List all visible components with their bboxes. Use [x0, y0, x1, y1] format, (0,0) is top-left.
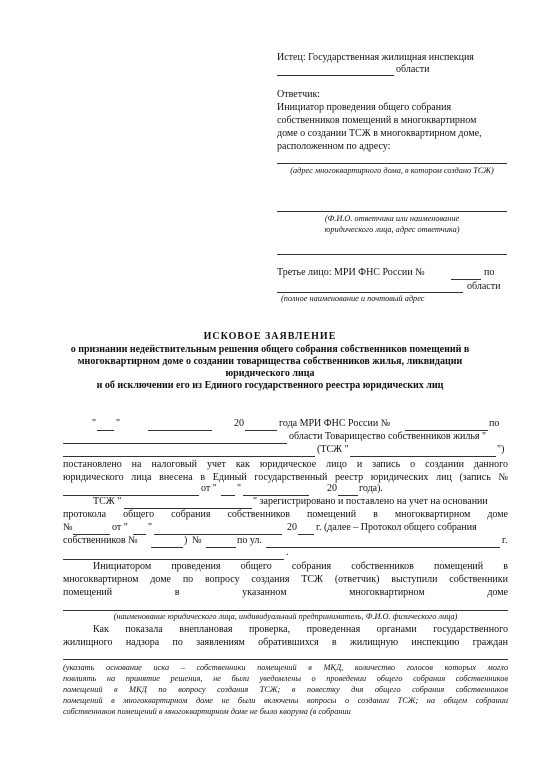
p1-tszh-short-blank	[350, 456, 496, 457]
p1-tszh-name-blank	[63, 456, 315, 457]
third-party-label: Третье лицо: МРИ ФНС России №	[277, 267, 425, 278]
p1-oblasti-tszh: области Товарищество собственников жилья "	[289, 431, 487, 442]
p3-initiator-blank	[63, 610, 508, 611]
title-line-3: юридического лица	[225, 368, 315, 379]
p1-month-blank	[148, 430, 212, 431]
defendant-line-1: Инициатор проведения общего собрания	[277, 102, 452, 113]
p2-protocol-year-blank	[298, 534, 314, 535]
defendant-label: Ответчик:	[277, 89, 321, 100]
p1-record-day-blank	[221, 495, 235, 496]
p2-dalee: г. (далее – Протокол общего собрания	[316, 522, 477, 533]
p1-record-20: 20	[327, 483, 337, 494]
p2-house-number-blank	[206, 547, 236, 548]
p2-quote: "	[148, 522, 153, 533]
p2-registered: " зарегистрировано и поставлено на учет на основании	[253, 496, 488, 507]
p2-20: 20	[287, 522, 297, 533]
plaintiff-line: Истец: Государственная жилищная инспекция	[277, 52, 474, 63]
p3-line-3: помещений в указанном многоквартирном доме	[63, 587, 508, 598]
address-blank	[277, 163, 507, 164]
p2-street-blank	[266, 547, 500, 548]
fio-blank-2	[277, 254, 507, 255]
p5-line-3: помещений в МКД по вопросу создания ТСЖ; в повестку дня общего собрания собственников	[63, 685, 508, 694]
plaintiff-oblast: области	[396, 64, 430, 75]
p2-line-2: протокола общего собрания собственников помещений в многоквартирном доме	[63, 509, 508, 520]
p1-ot: от "	[201, 483, 217, 494]
p5-line-4: помещений в многоквартирном доме не были включены вопросы о создании ТСЖ; на общем собрании	[63, 696, 508, 705]
p4-line-2: жилищного надзора по заявлениям обратившихся в жилищную инспекцию граждан	[63, 637, 508, 648]
p5-line-2: повлиять на принятие решения, не были уведомлены о проведении общего собрания собственников	[63, 674, 508, 683]
p2-ot: от "	[112, 522, 128, 533]
p1-quote: "	[237, 483, 242, 494]
fio-hint-2: юридического лица, адрес ответчика)	[324, 225, 460, 234]
p1-year-20: 20	[234, 418, 244, 429]
defendant-line-4: расположенном по адресу:	[277, 141, 391, 152]
p1-quote-open: "	[92, 418, 97, 429]
p1-region-blank	[63, 443, 287, 444]
p2-paren: )	[184, 535, 188, 546]
p1-year-blank	[245, 430, 277, 431]
third-party-oblast: области	[467, 281, 501, 292]
third-party-po: по	[484, 267, 495, 278]
title-line-4: и об исключении его из Единого государственного реестра юридических лиц	[96, 380, 444, 391]
p1-day-blank	[97, 430, 114, 431]
p1-tszh-open: (ТСЖ "	[317, 444, 349, 455]
p2-sobstvennikov: собственников №	[63, 535, 138, 546]
p2-g: г.	[502, 535, 508, 546]
mri-number-blank	[451, 279, 481, 280]
p1-quote-close: "	[116, 418, 121, 429]
title-line-1: о признании недействительным решения общего собрания собственников помещений в	[70, 344, 470, 355]
p1-line-5: юридического лица внесена в Единый государственный реестр юридических лиц (запись №	[63, 472, 508, 483]
fio-hint-1: (Ф.И.О. ответчика или наименование	[324, 214, 460, 223]
fio-blank	[277, 211, 507, 212]
p2-po-ul: по ул.	[237, 535, 262, 546]
p1-tszh-close: ")	[497, 444, 505, 455]
p1-line-4: постановлено на налоговый учет как юридическое лицо и запись о создании данного	[63, 459, 508, 470]
third-region-blank	[277, 292, 463, 293]
p2-tszh-open: ТСЖ "	[93, 496, 122, 507]
third-party-hint: (полное наименование и почтовый адрес	[281, 294, 425, 303]
p5-line-5: собственников помещений в многоквартирном доме не было кворума (в собрании	[63, 707, 351, 716]
region-blank	[277, 75, 394, 76]
defendant-line-2: собственников помещений в многоквартирном	[277, 115, 477, 126]
p4-citizens-blank	[63, 659, 508, 660]
p1-po: по	[489, 418, 500, 429]
p3-line-1: Инициатором проведения общего собрания собственников помещений в	[93, 561, 508, 572]
title-line-2: многоквартирном доме о создании товарищества собственников жилья, ликвидации	[77, 356, 463, 367]
p4-line-1: Как показала внеплановая проверка, проведенная органами государственного	[93, 624, 508, 635]
p5-line-1: (указать основание иска – собственники помещений в МКД, количество голосов которых могло	[63, 663, 508, 672]
p2-no2: №	[192, 535, 202, 546]
p1-record-number-blank	[63, 495, 199, 496]
p3-hint: (наименование юридического лица, индивидуальный предприниматель, Ф.И.О. физического лица)	[113, 612, 458, 621]
p3-line-2: многоквартирном доме по вопросу создания ТСЖ (ответчик) выступили собственники	[63, 574, 508, 585]
document-title: ИСКОВОЕ ЗАЯВЛЕНИЕ	[203, 331, 337, 342]
p2-city-blank	[63, 559, 284, 560]
p1-goda-mri: года МРИ ФНС России №	[279, 418, 391, 429]
p2-protocol-month-blank	[154, 534, 282, 535]
defendant-line-3: доме о создании ТСЖ в многоквартирном доме,	[277, 128, 482, 139]
p2-dot: .	[286, 547, 289, 558]
address-hint: (адрес многоквартирного дома, в котором создано ТСЖ)	[290, 166, 494, 175]
p2-sobstv-number-blank	[151, 547, 183, 548]
p2-no: №	[63, 522, 73, 533]
p1-record-goda: года).	[359, 483, 383, 494]
